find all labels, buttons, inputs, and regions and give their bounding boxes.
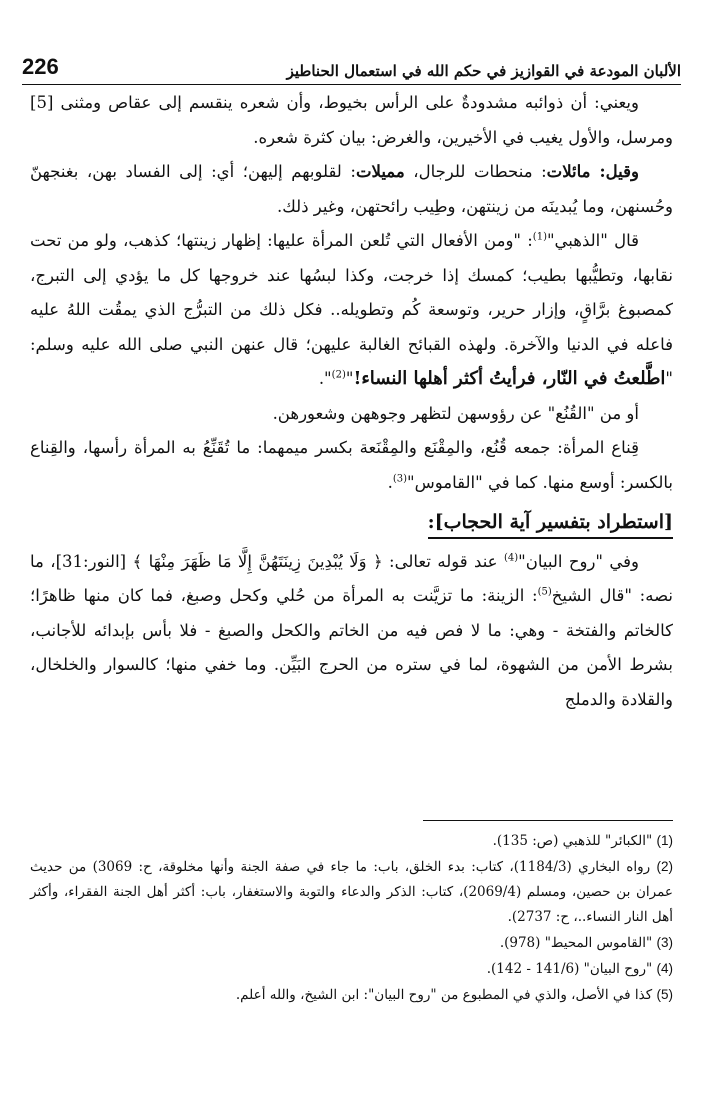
p2-text-a: : منحطات للرجال، bbox=[404, 162, 547, 181]
quran-verse: ﴿ وَلَا يُبْدِينَ زِينَتَهُنَّ إِلَّا مَا ظَهَرَ مِنْهَا ﴾ bbox=[132, 551, 383, 571]
footnote-text: "القاموس المحيط" (978). bbox=[499, 935, 653, 951]
p3-text-a: قال "الذهبي" bbox=[546, 231, 639, 250]
section-heading-wrap bbox=[30, 506, 673, 541]
footnote-4 bbox=[30, 956, 673, 982]
main-text bbox=[30, 86, 673, 717]
p3-text-close: ". bbox=[318, 369, 332, 388]
footnote-number: (2) bbox=[656, 859, 673, 874]
footnote-ref-5: (5) bbox=[537, 586, 552, 598]
footnote-number: (1) bbox=[656, 833, 673, 848]
footnote-number: (5) bbox=[656, 987, 673, 1002]
section-heading: [استطراد بتفسير آية الحجاب]: bbox=[428, 507, 673, 539]
footnote-text: "روح البيان" (141/6 - 142). bbox=[486, 961, 653, 977]
p5-text-end: . bbox=[387, 472, 393, 492]
page-number: 226 bbox=[22, 54, 59, 79]
term-mumilat: مميلات bbox=[355, 162, 405, 181]
paragraph-3 bbox=[30, 224, 673, 397]
footnote-text: "الكبائر" للذهبي (ص: 135). bbox=[492, 833, 653, 849]
footnotes bbox=[30, 828, 673, 1008]
p3-text-end: " bbox=[345, 369, 354, 388]
p6-text-c: [النور:31]، ما نصه: "قال الشيخ bbox=[30, 551, 673, 605]
hadith-text: اطَّلعتُ في النّار، فرأيتُ أكثر أهلها النساء! bbox=[353, 368, 666, 389]
footnote-ref-3: (3) bbox=[392, 473, 408, 484]
p2-text-b: : لقلوبهم إليهن؛ أي: إلى الفساد بهن، بغنجهنّ وحُسنهن، وما يُبدينَه من زينتهن، وطِيب رائحتهن، وغير ذلك. bbox=[30, 162, 673, 216]
p6-text-a: وفي "روح البيان" bbox=[518, 551, 640, 571]
paragraph-1: ويعني: أن ذوائبه مشدودةٌ على الرأس بخيوط، وأن شعره ينقسم إلى عقاص ومثنى [5] ومرسل، والأول يغيب في الأخيرين، والغرض: بيان كثرة شعره. bbox=[30, 93, 673, 147]
footnote-2 bbox=[30, 854, 673, 930]
p6-text-d: : الزينة: ما تزيَّنت به المرأة من حُلي وكحل وصبغ، فما كان منها ظاهرًا؛ كالخاتم والفتخة - وهي: ما لا فص فيه من الخاتم والكحل والصبغ - فلا بأس بإبدائه للأجانب، بشرط الأمن من الشهوة، لما في ستره من الحرج البَيِّن. وما خفي منها؛ كالسوار والخلخال، والقلادة والدملج bbox=[30, 586, 673, 709]
page-header bbox=[22, 40, 681, 85]
footnote-ref-2: (2) bbox=[331, 369, 346, 381]
paragraph-6 bbox=[30, 545, 673, 718]
running-title: الألبان المودعة في القوازيز في حكم الله في استعمال الحناطيز bbox=[286, 62, 681, 80]
footnote-text: كذا في الأصل، والذي في المطبوع من "روح البيان": ابن الشيخ، والله أعلم. bbox=[235, 987, 653, 1003]
p3-text-b: : "ومن الأفعال التي تُلعن المرأة عليها: إظهار زينتها؛ كذهب، ولو من تحت نقابها، وتطيُّبها بطيب؛ كمسك إذا خرجت، وكذا لبسُها عند خروجها كل ما يؤدي إلى التبرج، كمصبوغ برَّاقٍ، وإزار حرير، وتوسعة كُم وتطويله.. فكل ذلك من التبرُّج الذي يمقُت اللهُ عليه فاعله في الدنيا والآخرة. ولهذه القبائح الغالبة عليهن؛ قال عنهن النبي صلى الله عليه وسلم: " bbox=[30, 231, 673, 388]
footnote-ref-4: (4) bbox=[503, 552, 519, 563]
footnote-ref-1: (1) bbox=[532, 231, 547, 243]
footnote-separator bbox=[423, 820, 673, 821]
footnote-1 bbox=[30, 828, 673, 854]
paragraph-5 bbox=[30, 431, 673, 500]
paragraph-4: أو من "القُنُع" عن رؤوسهن لتظهر وجوههن وشعورهن. bbox=[272, 403, 639, 423]
term-mailat: وقيل: مائلات bbox=[546, 162, 639, 181]
p5-text-a: قِناع المرأة: جمعه قُنُع، والمِقْنَع والمِقْنَعة بكسر ميمهما: ما تُقَنِّعُ به المرأة رأسها، والقِناع بالكسر: أوسع منها. كما في "القاموس" bbox=[30, 438, 673, 492]
paragraph-2 bbox=[30, 155, 673, 224]
footnote-5 bbox=[30, 982, 673, 1008]
footnote-3 bbox=[30, 930, 673, 956]
footnote-number: (3) bbox=[656, 935, 673, 950]
footnote-text: رواه البخاري (1184/3)، كتاب: بدء الخلق، باب: ما جاء في صفة الجنة وأنها مخلوقة، ح: 3069) من حديث عمران بن حصين، ومسلم (2069/4)، كتاب: الذكر والدعاء والتوبة والاستغفار، باب: أكثر أهل الجنة الفقراء، وأكثر أهل النار النساء..، ح: 2737). bbox=[30, 859, 673, 925]
p6-text-b: عند قوله تعالى: bbox=[382, 551, 504, 571]
footnote-number: (4) bbox=[656, 961, 673, 976]
